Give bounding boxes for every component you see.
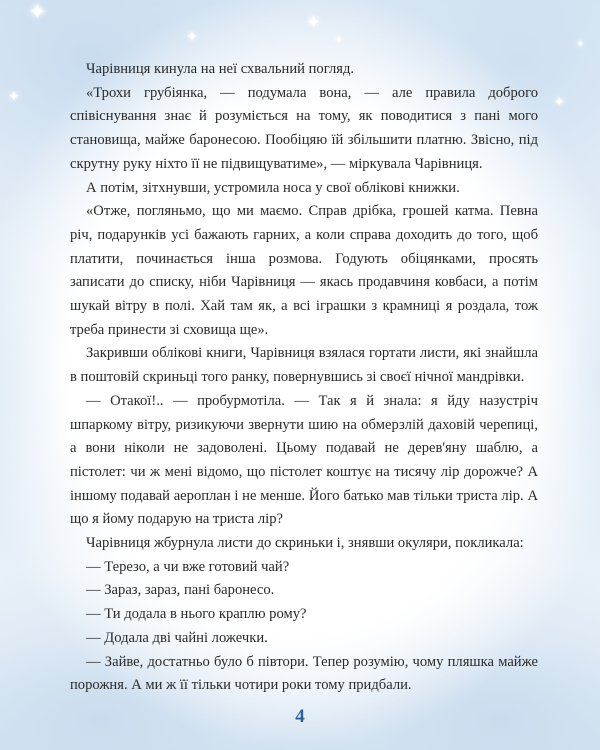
snowflake-sparkle-icon: ✦ — [334, 33, 344, 46]
dialogue-line: — Зайве, достатньо було б півтори. Тепер розумію, чому пляшка майже порожня. А ми ж її тільки чотири роки тому придбали. — [70, 653, 538, 694]
paragraph: «Отже, погляньмо, що ми маємо. Справ дрібка, грошей катма. Певна річ, подарунків усі бажають гарних, а коли справа доходить до того, щоб платити, починається інша розмова. Годують обіцянками, просять записати до списку, ніби Чарівниця — якась продавчиня ковбаси, а потім шукай вітру в полі. Хай там як, а всі іграшки з крамниці я роздала, тож треба принести зі сховища ще». — [70, 203, 538, 338]
dialogue-line: — Терезо, а чи вже готовий чай? — [86, 558, 290, 575]
page-number: 4 — [295, 706, 305, 727]
dialogue-line: — Ти додала в нього краплю рому? — [86, 606, 307, 623]
dialogue-line: — Зараз, зараз, пані баронесо. — [86, 582, 275, 599]
dialogue-line: — Додала дві чайні ложечки. — [86, 629, 268, 646]
snowflake-sparkle-icon: ✦ — [8, 89, 20, 105]
snowflake-sparkle-icon: ✦ — [306, 12, 322, 33]
snowflake-sparkle-icon: ✦ — [576, 39, 585, 50]
paragraph: Чарівниця кинула на неї схвальний погляд. — [86, 61, 355, 77]
paragraph: «Трохи грубіянка, — подумала вона, — але правила доброго співіснування знає й розуміється на тому, як поводитися з пані мого становища, майже баронесою. Пообіцяю їй збільшити платню. Звісно, під скрутну руку ніхто її не підвищуватиме», — міркувала Чарівниця. — [70, 84, 538, 172]
paragraph: — Отакої!.. — пробурмотіла. — Так я й знала: я йду назустріч шпаркому вітру, ризикуючи звернути шию на обмерзлій даховій черепиці, а вони ніколи не задоволені. Цьому подавай не дерев'яну шаблю, а пістолет: чи ж мені відомо, що пістолет коштує на тисячу лір дорожче? А іншому подавай аероплан і не менше. Його батько мав тільки триста лір. А що я йому подарую на триста лір? — [70, 392, 538, 528]
snowflake-sparkle-icon: ✦ — [28, 0, 47, 25]
story-text — [70, 58, 538, 698]
paragraph: А потім, зітхнувши, устромила носа у свої облікові книжки. — [86, 179, 460, 196]
snowflake-sparkle-icon: ✦ — [186, 29, 198, 45]
snowflake-sparkle-icon: ✦ — [554, 95, 565, 110]
paragraph: Закривши облікові книги, Чарівниця взялася гортати листи, які знайшла в поштовій скриньці того ранку, повернувшись зі своєї нічної мандрівки. — [70, 345, 538, 386]
paragraph: Чарівниця жбурнула листи до скриньки і, знявши окуляри, покликала: — [86, 535, 524, 552]
